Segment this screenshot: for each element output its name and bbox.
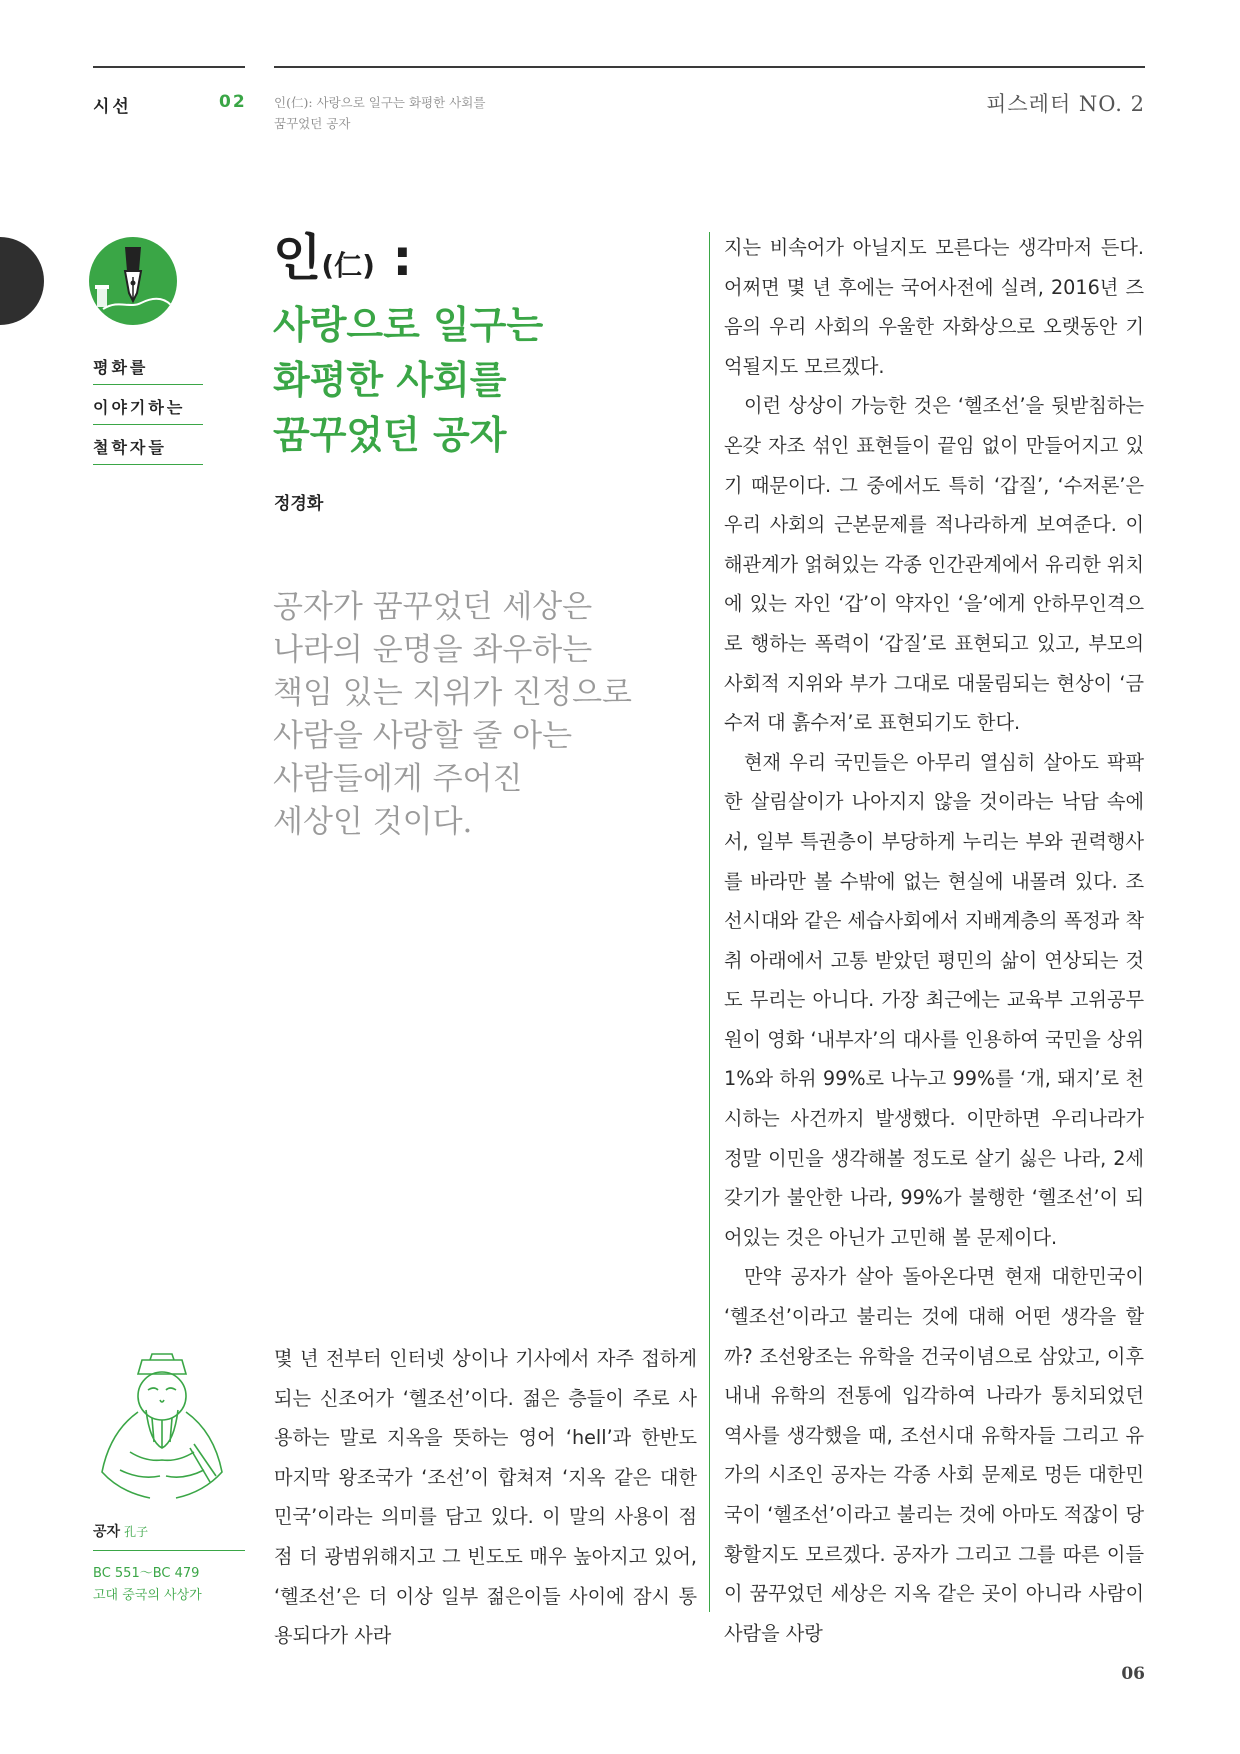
subtitle-line: 꿈꾸었던 공자: [273, 413, 507, 457]
body-column-left: [274, 1339, 697, 1656]
header-subtitle-line1: 인(仁): 사랑으로 일구는 화평한 사회를: [274, 95, 486, 110]
quote-line: 세상인 것이다.: [273, 804, 473, 840]
title-hanja: (仁): [321, 249, 375, 282]
header-subtitle: [274, 92, 485, 134]
portrait-caption-details: [93, 1563, 253, 1607]
caption-name: 공자: [93, 1524, 121, 1540]
body-column-right: [724, 228, 1144, 1653]
header-rule-left: [93, 66, 245, 68]
section-tab-marker: [0, 237, 44, 325]
fountain-pen-icon: [89, 237, 177, 325]
quote-line: 책임 있는 지위가 진정으로: [273, 675, 632, 711]
confucius-portrait-illustration: [90, 1352, 235, 1500]
series-tag: 평화를: [93, 350, 203, 385]
subtitle-line: 화평한 사회를: [273, 358, 507, 402]
section-number: 02: [219, 92, 247, 112]
header-subtitle-line2: 꿈꾸었던 공자: [274, 116, 351, 131]
caption-role: 고대 중국의 사상가: [93, 1588, 202, 1603]
pull-quote: [273, 586, 633, 844]
caption-rule: [93, 1550, 245, 1551]
page-number: 06: [1121, 1664, 1145, 1684]
sidebar-series-tags: [93, 350, 203, 470]
series-tag: 이야기하는: [93, 390, 203, 425]
title-colon: :: [392, 229, 413, 287]
magazine-title: 피스레터 NO. 2: [986, 92, 1145, 116]
quote-line: 공자가 꿈꾸었던 세상은: [273, 589, 593, 625]
portrait-caption-name: [93, 1521, 148, 1541]
body-paragraph: 현재 우리 국민들은 아무리 열심히 살아도 팍팍한 살림살이가 나아지지 않을 것이라는 낙담 속에서, 일부 특권층이 부당하게 누리는 부와 권력행사를 바라만 볼 수밖에 없는 현실에 내몰려 있다. 조선시대와 같은 세습사회에서 지배계층의 폭정과 착취 아래에서 고통 받았던 평민의 삶이 연상되는 것도 무리는 아니다. 가장 최근에는 교육부 고위공무원이 영화 ‘내부자’의 대사를 인용하여 국민을 상위 1%와 하위 99%로 나누고 99%를 ‘개, 돼지’로 천시하는 사건까지 발생했다. 이만하면 우리나라가 정말 이민을 생각해볼 정도로 살기 싫은 나라, 2세 갖기가 불안한 나라, 99%가 불행한 ‘헬조선’이 되어있는 것은 아닌가 고민해 볼 문제이다.: [724, 750, 1144, 1249]
body-paragraph: 이런 상상이 가능한 것은 ‘헬조선’을 뒷받침하는 온갖 자조 섞인 표현들이 끝임 없이 만들어지고 있기 때문이다. 그 중에서도 특히 ‘갑질’, ‘수저론’은 우리 사회의 근본문제를 적나라하게 보여준다. 이해관계가 얽혀있는 각종 인간관계에서 유리한 위치에 있는 자인 ‘갑’이 약자인 ‘을’에게 안하무인격으로 행하는 폭력이 ‘갑질’로 표현되고 있고, 부모의 사회적 지위와 부가 그대로 대물림되는 현상이 ‘금수저 대 흙수저’로 표현되기도 한다.: [724, 394, 1144, 735]
quote-line: 사람들에게 주어진: [273, 761, 523, 797]
body-paragraph: 만약 공자가 살아 돌아온다면 현재 대한민국이 ‘헬조선’이라고 불리는 것에 대해 어떤 생각을 할까? 조선왕조는 유학을 건국이념으로 삼았고, 이후 내내 유학의 전통에 입각하여 나라가 통치되었던 역사를 생각했을 때, 조선시대 유학자들 그리고 유가의 시조인 공자는 각종 사회 문제로 멍든 대한민국이 ‘헬조선’이라고 불리는 것에 아마도 적잖이 당황할지도 모르겠다. 공자가 그리고 그를 따른 이들이 꿈꾸었던 세상은 지옥 같은 곳이 아니라 사람이 사람을 사랑: [724, 1265, 1144, 1645]
caption-years: BC 551～BC 479: [93, 1566, 200, 1581]
body-paragraph: 지는 비속어가 아닐지도 모른다는 생각마저 든다. 어쩌면 몇 년 후에는 국어사전에 실려, 2016년 즈음의 우리 사회의 우울한 자화상으로 오랫동안 기억될지도 모르겠다.: [724, 236, 1144, 378]
quote-line: 사람을 사랑할 줄 아는: [273, 718, 573, 754]
article-subtitle: [273, 298, 633, 463]
title-main-char: 인: [273, 229, 322, 287]
caption-hanja: 孔子: [124, 1525, 149, 1539]
header-rule-right: [274, 66, 1145, 68]
quote-line: 나라의 운명을 좌우하는: [273, 632, 593, 668]
series-tag: 철학자들: [93, 430, 203, 465]
section-label: 시선: [93, 97, 132, 117]
author-name: 정경화: [274, 494, 324, 514]
body-paragraph: 몇 년 전부터 인터넷 상이나 기사에서 자주 접하게 되는 신조어가 ‘헬조선’이다. 젊은 층들이 주로 사용하는 말로 지옥을 뜻하는 영어 ‘hell’과 한반도 마지막 왕조국가 ‘조선’이 합쳐져 ‘지옥 같은 대한민국’이라는 의미를 담고 있다. 이 말의 사용이 점점 더 광범위해지고 그 빈도도 매우 높아지고 있어, ‘헬조선’은 더 이상 일부 젊은이들 사이에 잠시 통용되다가 사라: [274, 1347, 697, 1648]
article-title: [273, 228, 412, 296]
subtitle-line: 사랑으로 일구는: [273, 303, 544, 347]
column-divider: [709, 232, 710, 1612]
